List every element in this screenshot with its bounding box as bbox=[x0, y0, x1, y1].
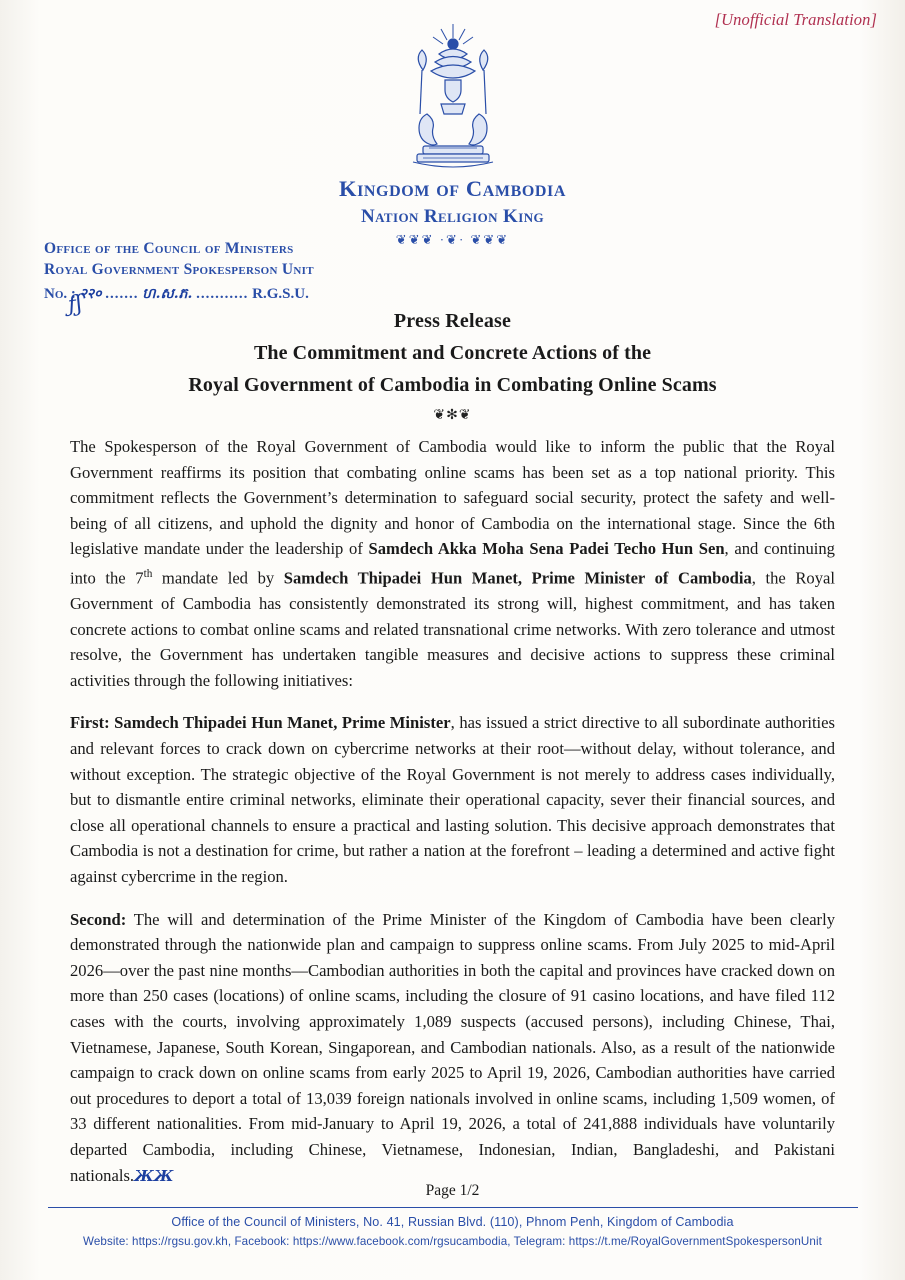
reference-number-line bbox=[44, 284, 314, 305]
dots-2: ........... bbox=[196, 286, 249, 302]
p2-text: , has issued a strict directive to all subordinate authorities and relevant forces to crack down on cybercrime networks at their root—without delay, without tolerance, and without exception. The strategic objective of the Royal Government is not merely to address cases individually, but to dismantle entire criminal networks, eliminate their operational capacity, sever their financial sources, and close all operational channels to ensure a practical and lasting solution. This decisive approach demonstrates that Cambodia is not a destination for crime, but rather a nation at the forefront – leading a determined and active fight against cybercrime in the region. bbox=[70, 713, 835, 887]
office-line-2: Royal Government Spokesperson Unit bbox=[44, 261, 314, 278]
title-block bbox=[0, 310, 905, 424]
paragraph-3 bbox=[70, 907, 835, 1190]
page-title: Press Release bbox=[393, 310, 512, 332]
p3-text: The will and determination of the Prime Minister of the Kingdom of Cambodia have been clearly demonstrated through the nationwide plan and campaign to suppress online scams. From July 2025 to mid-April 2026—over the past nine months—Cambodian authorities in both the capital and provinces have cracked down on more than 250 cases (locations) of online scams, including the closure of 91 casino locations, and have filed 112 cases with the courts, involving approximately 1,089 suspects (accused persons), including Chinese, Thai, Vietnamese, Japanese, South Korean, Singaporean, and Cambodian nationals. Also, as a result of the nationwide campaign to crack down on online scams from early 2025 to April 19, 2026, Cambodian authorities have carried out procedures to deport a total of 13,039 foreign nationals involved in online scams, including 1,509 women, of 33 different nationalities. From mid-January to April 19, 2026, a total of 241,888 individuals have voluntarily departed Cambodia, including Chinese, Vietnamese, Indonesian, Indian, Bangladeshi, and Pakistani nationals. bbox=[70, 909, 835, 1185]
number-suffix: R.G.S.U. bbox=[252, 286, 309, 302]
royal-emblem-icon bbox=[383, 22, 523, 170]
translation-note: [Unofficial Translation] bbox=[714, 10, 877, 29]
subtitle-line-2: Royal Government of Cambodia in Combating Online Scams bbox=[188, 374, 717, 396]
p1-superscript: th bbox=[143, 567, 153, 580]
p1-text-2: , and continuing into the 7 bbox=[70, 539, 835, 588]
subtitle-line-1: The Commitment and Concrete Actions of the bbox=[253, 342, 652, 364]
dots-1: ....... bbox=[105, 286, 139, 302]
signature-mark: ƒʃ bbox=[66, 291, 84, 318]
p1-text-4: , the Royal Government of Cambodia has consistently demonstrated its strong will, highest commitment, and has taken concrete actions to combat online scams and related transnational crime networks. With zero tolerance and utmost resolve, the Government has undertaken tangible measures and decisive actions to suppress these criminal activities through the following initiatives: bbox=[70, 568, 835, 690]
motto-heading: Nation Religion King bbox=[360, 206, 544, 227]
page-number: Page 1/2 bbox=[425, 1182, 480, 1199]
number-middle: ហ.ស.ភ. bbox=[142, 286, 193, 302]
document-body bbox=[70, 434, 835, 1189]
paragraph-2 bbox=[70, 710, 835, 889]
p1-text-3: mandate led by bbox=[152, 568, 284, 588]
footer-links: Website: https://rgsu.gov.kh, Facebook: https://www.facebook.com/rgsucambodia, Telegram: https://t.me/RoyalGovernmentSpokespersonUnit bbox=[83, 1235, 822, 1248]
paragraph-1 bbox=[70, 434, 835, 693]
ornament-divider-top: ❦❦❦ ·❦· ❦❦❦ bbox=[395, 232, 510, 247]
royal-emblem-wrapper bbox=[0, 22, 905, 175]
footer-divider bbox=[48, 1207, 858, 1208]
office-block bbox=[44, 240, 314, 305]
p1-bold-2: Samdech Thipadei Hun Manet, Prime Minister of Cambodia bbox=[283, 568, 752, 588]
p1-bold-1: Samdech Akka Moha Sena Padei Techo Hun Sen bbox=[368, 539, 725, 559]
kingdom-heading: Kingdom of Cambodia bbox=[338, 176, 567, 201]
p3-bold: Second: bbox=[70, 909, 127, 929]
number-value: २२० bbox=[79, 286, 102, 302]
number-label: No. : bbox=[44, 286, 76, 302]
footer-address: Office of the Council of Ministers, No. 41, Russian Blvd. (110), Phnom Penh, Kingdom of Cambodia bbox=[171, 1215, 734, 1229]
ink-initial-mark: ЖЖ bbox=[134, 1166, 174, 1185]
footer bbox=[0, 1215, 905, 1248]
office-line-1: Office of the Council of Ministers bbox=[44, 240, 294, 257]
ornament-divider-title: ❦✻❦ bbox=[433, 408, 472, 423]
p1-text-1: The Spokesperson of the Royal Government of Cambodia would like to inform the public that the Royal Government reaffirms its position that combating online scams has been set as a top national priority. This commitment reflects the Government’s determination to safeguard social security, protect the safety and well-being of all citizens, and uphold the dignity and honor of Cambodia on the international stage. Since the 6th legislative mandate under the leadership of bbox=[70, 437, 835, 559]
p2-bold: First: Samdech Thipadei Hun Manet, Prime Minister bbox=[70, 713, 451, 733]
